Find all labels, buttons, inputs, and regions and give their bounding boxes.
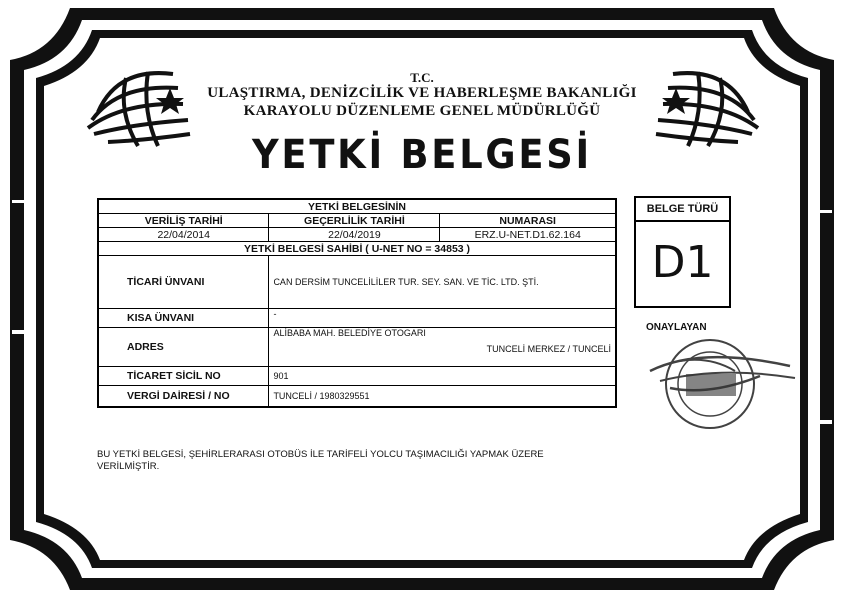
holder-title: YETKİ BELGESİ SAHİBİ ( U-NET NO = 34853 ) xyxy=(98,242,616,256)
tax-office-value: TUNCELİ / 1980329551 xyxy=(269,386,616,408)
header-tc: T.C. xyxy=(410,70,434,85)
document-type-badge xyxy=(634,196,731,308)
address-value xyxy=(269,328,616,367)
col-header-number: NUMARASI xyxy=(440,214,616,228)
document-type-label: BELGE TÜRÜ xyxy=(636,198,729,222)
section-title: YETKİ BELGESİNİN xyxy=(98,199,616,214)
footer-note: BU YETKİ BELGESİ, ŞEHİRLERARASI OTOBÜS İLE TARİFELİ YOLCU TAŞIMACILIĞI YAPMAK ÜZERE VERİLMİŞTİR. xyxy=(97,449,544,472)
col-header-issue-date: VERİLİŞ TARİHİ xyxy=(98,214,269,228)
header-ministry: ULAŞTIRMA, DENİZCİLİK VE HABERLEŞME BAKANLIĞI xyxy=(207,85,637,101)
number-value: ERZ.U-NET.D1.62.164 xyxy=(440,228,616,242)
trade-registry-label: TİCARET SİCİL NO xyxy=(98,367,269,386)
header-directorate: KARAYOLU DÜZENLEME GENEL MÜDÜRLÜĞÜ xyxy=(243,103,601,119)
col-header-validity-date: GEÇERLİLİK TARİHİ xyxy=(269,214,440,228)
certificate-table xyxy=(97,198,617,408)
approval-label: ONAYLAYAN xyxy=(646,322,707,333)
trade-name-label: TİCARİ ÜNVANI xyxy=(98,256,269,309)
document-title: YETKİ BELGESİ xyxy=(252,132,592,178)
trade-registry-value: 901 xyxy=(269,367,616,386)
validity-date-value: 22/04/2019 xyxy=(269,228,440,242)
trade-name-value: CAN DERSİM TUNCELİLİLER TUR. SEY. SAN. VE TİC. LTD. ŞTİ. xyxy=(269,256,616,309)
address-line-1: ALİBABA MAH. BELEDİYE OTOGARI xyxy=(273,328,426,338)
tax-office-label: VERGİ DAİRESİ / NO xyxy=(98,386,269,408)
short-name-value: - xyxy=(269,309,616,328)
short-name-label: KISA ÜNVANI xyxy=(98,309,269,328)
address-line-2: TUNCELİ MERKEZ / TUNCELİ xyxy=(486,344,611,354)
issue-date-value: 22/04/2014 xyxy=(98,228,269,242)
address-label: ADRES xyxy=(98,328,269,367)
official-stamp-icon xyxy=(640,326,800,436)
document-type-code: D1 xyxy=(651,237,714,288)
